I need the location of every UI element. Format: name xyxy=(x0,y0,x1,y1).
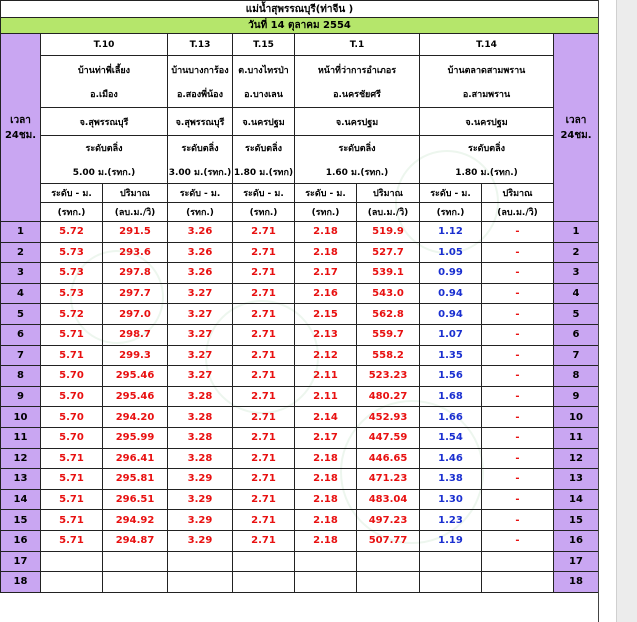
value-cell: 543.0 xyxy=(357,283,420,304)
critical-level: ระดับตลิ่ง 1.80 ม.(รทก) xyxy=(233,136,295,184)
value-cell: 527.7 xyxy=(357,242,420,263)
value-cell: 5.73 xyxy=(41,263,103,284)
hour-cell-right: 6 xyxy=(554,324,599,345)
date-row xyxy=(1,18,599,34)
station-code: T.14 xyxy=(420,34,554,56)
value-cell: 5.71 xyxy=(41,469,103,490)
value-cell: - xyxy=(482,427,554,448)
value-cell: 5.71 xyxy=(41,489,103,510)
column-unit: (ลบ.ม./วิ) xyxy=(357,203,420,222)
column-unit: (ลบ.ม./วิ) xyxy=(482,203,554,222)
value-cell: - xyxy=(482,386,554,407)
hour-cell-right: 3 xyxy=(554,263,599,284)
hour-cell-left: 12 xyxy=(1,448,41,469)
table-row xyxy=(1,345,599,366)
table-row xyxy=(1,366,599,387)
value-cell: 1.30 xyxy=(420,489,482,510)
hour-cell-right: 8 xyxy=(554,366,599,387)
value-cell xyxy=(168,551,233,572)
value-cell: 3.27 xyxy=(168,366,233,387)
value-cell: 5.70 xyxy=(41,407,103,428)
column-label: ปริมาณ xyxy=(357,184,420,203)
table-row xyxy=(1,448,599,469)
value-cell xyxy=(103,572,168,593)
hour-cell-left: 1 xyxy=(1,222,41,243)
hour-cell-right: 18 xyxy=(554,572,599,593)
value-cell: - xyxy=(482,304,554,325)
value-cell: 5.72 xyxy=(41,222,103,243)
value-cell: - xyxy=(482,324,554,345)
value-cell xyxy=(482,572,554,593)
value-cell xyxy=(295,572,357,593)
table-row xyxy=(1,304,599,325)
time-header-left: เวลา 24ชม. xyxy=(1,34,41,222)
station-code: T.1 xyxy=(295,34,420,56)
column-label: ระดับ - ม. xyxy=(168,184,233,203)
value-cell: 296.51 xyxy=(103,489,168,510)
value-cell: 1.07 xyxy=(420,324,482,345)
critical-level-row xyxy=(1,136,599,184)
station-province: จ.นครปฐม xyxy=(420,108,554,136)
hour-cell-right: 9 xyxy=(554,386,599,407)
value-cell: 295.46 xyxy=(103,386,168,407)
value-cell: 483.04 xyxy=(357,489,420,510)
value-cell: 297.0 xyxy=(103,304,168,325)
station-name: หน้าที่ว่าการอำเภอร อ.นครชัยศรี xyxy=(295,56,420,108)
value-cell: - xyxy=(482,407,554,428)
value-cell: 5.71 xyxy=(41,510,103,531)
title-row xyxy=(1,1,599,18)
value-cell: 3.29 xyxy=(168,510,233,531)
value-cell: 3.28 xyxy=(168,427,233,448)
value-cell: 5.73 xyxy=(41,242,103,263)
value-cell: 2.11 xyxy=(295,366,357,387)
value-cell: 2.18 xyxy=(295,222,357,243)
value-cell: 2.71 xyxy=(233,489,295,510)
critical-level: ระดับตลิ่ง 1.80 ม.(รทก.) xyxy=(420,136,554,184)
value-cell: 295.46 xyxy=(103,366,168,387)
critical-level: ระดับตลิ่ง 3.00 ม.(รทก.) xyxy=(168,136,233,184)
hour-cell-left: 7 xyxy=(1,345,41,366)
value-cell: 1.35 xyxy=(420,345,482,366)
table-row xyxy=(1,283,599,304)
hour-cell-right: 13 xyxy=(554,469,599,490)
column-label: ระดับ - ม. xyxy=(420,184,482,203)
value-cell xyxy=(168,572,233,593)
station-name-row xyxy=(1,56,599,108)
value-cell: 291.5 xyxy=(103,222,168,243)
value-cell xyxy=(41,551,103,572)
column-label: ปริมาณ xyxy=(103,184,168,203)
value-cell: 2.71 xyxy=(233,222,295,243)
value-cell: 1.38 xyxy=(420,469,482,490)
value-cell: 2.18 xyxy=(295,242,357,263)
hour-cell-right: 4 xyxy=(554,283,599,304)
value-cell: 2.71 xyxy=(233,324,295,345)
value-cell: 297.8 xyxy=(103,263,168,284)
station-name: บ้านท่าพี่เลี้ยง อ.เมือง xyxy=(41,56,168,108)
value-cell: 299.3 xyxy=(103,345,168,366)
value-cell: - xyxy=(482,489,554,510)
hour-cell-left: 10 xyxy=(1,407,41,428)
value-cell: 559.7 xyxy=(357,324,420,345)
value-cell: 2.18 xyxy=(295,530,357,551)
value-cell xyxy=(103,551,168,572)
station-code: T.13 xyxy=(168,34,233,56)
hour-cell-left: 11 xyxy=(1,427,41,448)
value-cell: 2.71 xyxy=(233,427,295,448)
value-cell: 480.27 xyxy=(357,386,420,407)
value-cell: 3.26 xyxy=(168,222,233,243)
value-cell: 1.19 xyxy=(420,530,482,551)
value-cell xyxy=(41,572,103,593)
value-cell: 1.05 xyxy=(420,242,482,263)
hour-cell-right: 12 xyxy=(554,448,599,469)
table-row xyxy=(1,386,599,407)
hour-cell-left: 8 xyxy=(1,366,41,387)
value-cell: 295.81 xyxy=(103,469,168,490)
hour-cell-left: 9 xyxy=(1,386,41,407)
value-cell: 2.18 xyxy=(295,469,357,490)
value-cell: - xyxy=(482,530,554,551)
hour-cell-left: 2 xyxy=(1,242,41,263)
station-province: จ.สุพรรณบุรี xyxy=(168,108,233,136)
column-label: ปริมาณ xyxy=(482,184,554,203)
value-cell: 2.71 xyxy=(233,345,295,366)
hour-cell-left: 17 xyxy=(1,551,41,572)
hour-cell-right: 14 xyxy=(554,489,599,510)
value-cell: 1.54 xyxy=(420,427,482,448)
value-cell: 5.70 xyxy=(41,366,103,387)
value-cell: 2.18 xyxy=(295,489,357,510)
column-unit: (รทก.) xyxy=(41,203,103,222)
value-cell: 471.23 xyxy=(357,469,420,490)
value-cell: 0.99 xyxy=(420,263,482,284)
value-cell: - xyxy=(482,283,554,304)
value-cell: 294.87 xyxy=(103,530,168,551)
value-cell: 5.71 xyxy=(41,530,103,551)
value-cell: 2.71 xyxy=(233,510,295,531)
date-label: วันที่ 14 ตุลาคม 2554 xyxy=(1,18,599,34)
value-cell xyxy=(357,551,420,572)
value-cell: 298.7 xyxy=(103,324,168,345)
table-row xyxy=(1,530,599,551)
table-row xyxy=(1,222,599,243)
vertical-scrollbar[interactable] xyxy=(616,0,637,622)
value-cell: - xyxy=(482,469,554,490)
value-cell: 507.77 xyxy=(357,530,420,551)
value-cell: 5.73 xyxy=(41,283,103,304)
column-unit: (รทก.) xyxy=(420,203,482,222)
hour-cell-left: 5 xyxy=(1,304,41,325)
hour-cell-left: 16 xyxy=(1,530,41,551)
hour-cell-left: 18 xyxy=(1,572,41,593)
value-cell: 1.23 xyxy=(420,510,482,531)
value-cell: 2.17 xyxy=(295,263,357,284)
value-cell: 3.29 xyxy=(168,489,233,510)
table-row xyxy=(1,427,599,448)
value-cell: - xyxy=(482,510,554,531)
table-row xyxy=(1,551,599,572)
value-cell xyxy=(233,572,295,593)
column-unit-row xyxy=(1,203,599,222)
value-cell: 2.71 xyxy=(233,263,295,284)
value-cell: - xyxy=(482,242,554,263)
value-cell: 2.71 xyxy=(233,469,295,490)
value-cell: 3.27 xyxy=(168,345,233,366)
value-cell: 3.26 xyxy=(168,242,233,263)
value-cell: 2.12 xyxy=(295,345,357,366)
column-label: ระดับ - ม. xyxy=(233,184,295,203)
value-cell: 293.6 xyxy=(103,242,168,263)
value-cell: 2.71 xyxy=(233,242,295,263)
value-cell: 519.9 xyxy=(357,222,420,243)
value-cell: 452.93 xyxy=(357,407,420,428)
value-cell: 3.27 xyxy=(168,324,233,345)
value-cell: 2.11 xyxy=(295,386,357,407)
column-label: ระดับ - ม. xyxy=(295,184,357,203)
value-cell: 2.71 xyxy=(233,448,295,469)
value-cell: - xyxy=(482,263,554,284)
value-cell: 447.59 xyxy=(357,427,420,448)
station-name: บ้านตลาดสามพราน อ.สามพราน xyxy=(420,56,554,108)
hour-cell-right: 17 xyxy=(554,551,599,572)
hour-cell-left: 15 xyxy=(1,510,41,531)
value-cell: 562.8 xyxy=(357,304,420,325)
value-cell: 5.72 xyxy=(41,304,103,325)
value-cell: 0.94 xyxy=(420,283,482,304)
table-row xyxy=(1,489,599,510)
value-cell: - xyxy=(482,345,554,366)
critical-level: ระดับตลิ่ง 1.60 ม.(รทก.) xyxy=(295,136,420,184)
value-cell: 5.71 xyxy=(41,324,103,345)
value-cell: - xyxy=(482,448,554,469)
value-cell xyxy=(233,551,295,572)
table-row xyxy=(1,572,599,593)
data-body xyxy=(1,222,599,593)
value-cell: 1.66 xyxy=(420,407,482,428)
value-cell: 3.29 xyxy=(168,469,233,490)
value-cell: 297.7 xyxy=(103,283,168,304)
hour-cell-right: 1 xyxy=(554,222,599,243)
page-border xyxy=(598,0,599,622)
value-cell: 296.41 xyxy=(103,448,168,469)
station-province: จ.สุพรรณบุรี xyxy=(41,108,168,136)
value-cell xyxy=(420,572,482,593)
table-row xyxy=(1,324,599,345)
value-cell: 523.23 xyxy=(357,366,420,387)
value-cell: 5.71 xyxy=(41,345,103,366)
value-cell: 2.71 xyxy=(233,304,295,325)
table-row xyxy=(1,407,599,428)
hour-cell-left: 4 xyxy=(1,283,41,304)
table-row xyxy=(1,510,599,531)
value-cell: 294.20 xyxy=(103,407,168,428)
column-unit: (รทก.) xyxy=(168,203,233,222)
value-cell: 2.71 xyxy=(233,366,295,387)
value-cell: 1.12 xyxy=(420,222,482,243)
station-code: T.15 xyxy=(233,34,295,56)
value-cell: - xyxy=(482,366,554,387)
value-cell: 2.16 xyxy=(295,283,357,304)
station-province: จ.นครปฐม xyxy=(295,108,420,136)
value-cell: 1.46 xyxy=(420,448,482,469)
value-cell: - xyxy=(482,222,554,243)
value-cell: 3.27 xyxy=(168,304,233,325)
value-cell: 2.71 xyxy=(233,530,295,551)
station-name: บ้านบางการ้อง อ.สองพี่น้อง xyxy=(168,56,233,108)
critical-level: ระดับตลิ่ง 5.00 ม.(รทก.) xyxy=(41,136,168,184)
hour-cell-left: 14 xyxy=(1,489,41,510)
value-cell: 2.17 xyxy=(295,427,357,448)
column-label: ระดับ - ม. xyxy=(41,184,103,203)
value-cell: 2.71 xyxy=(233,407,295,428)
station-code-row xyxy=(1,34,599,56)
value-cell: 3.28 xyxy=(168,448,233,469)
hour-cell-left: 13 xyxy=(1,469,41,490)
value-cell: 5.70 xyxy=(41,427,103,448)
value-cell: 294.92 xyxy=(103,510,168,531)
value-cell: 3.27 xyxy=(168,283,233,304)
hour-cell-right: 11 xyxy=(554,427,599,448)
value-cell: 3.29 xyxy=(168,530,233,551)
hour-cell-right: 16 xyxy=(554,530,599,551)
value-cell: 3.26 xyxy=(168,263,233,284)
value-cell: 1.56 xyxy=(420,366,482,387)
station-code: T.10 xyxy=(41,34,168,56)
value-cell: 446.65 xyxy=(357,448,420,469)
hour-cell-right: 15 xyxy=(554,510,599,531)
value-cell: 558.2 xyxy=(357,345,420,366)
value-cell: 5.70 xyxy=(41,386,103,407)
hour-cell-right: 2 xyxy=(554,242,599,263)
hour-cell-right: 10 xyxy=(554,407,599,428)
column-label-row xyxy=(1,184,599,203)
province-row xyxy=(1,108,599,136)
time-header-right: เวลา 24ชม. xyxy=(554,34,599,222)
value-cell xyxy=(295,551,357,572)
table-row xyxy=(1,242,599,263)
page-title: แม่น้ำสุพรรณบุรี(ท่าจีน ) xyxy=(1,1,599,18)
table-row xyxy=(1,469,599,490)
hour-cell-right: 5 xyxy=(554,304,599,325)
value-cell: 2.15 xyxy=(295,304,357,325)
hour-cell-left: 6 xyxy=(1,324,41,345)
hour-cell-left: 3 xyxy=(1,263,41,284)
table-row xyxy=(1,263,599,284)
value-cell: 2.71 xyxy=(233,386,295,407)
station-province: จ.นครปฐม xyxy=(233,108,295,136)
value-cell: 2.13 xyxy=(295,324,357,345)
column-unit: (รทก.) xyxy=(233,203,295,222)
value-cell: 295.99 xyxy=(103,427,168,448)
value-cell: 2.71 xyxy=(233,283,295,304)
value-cell: 5.71 xyxy=(41,448,103,469)
station-name: ต.บางไทรป่า อ.บางเลน xyxy=(233,56,295,108)
value-cell xyxy=(420,551,482,572)
value-cell: 3.28 xyxy=(168,407,233,428)
hour-cell-right: 7 xyxy=(554,345,599,366)
column-unit: (ลบ.ม./วิ) xyxy=(103,203,168,222)
value-cell: 539.1 xyxy=(357,263,420,284)
value-cell: 497.23 xyxy=(357,510,420,531)
value-cell xyxy=(357,572,420,593)
value-cell: 0.94 xyxy=(420,304,482,325)
value-cell: 2.14 xyxy=(295,407,357,428)
value-cell: 2.18 xyxy=(295,448,357,469)
value-cell xyxy=(482,551,554,572)
value-cell: 3.28 xyxy=(168,386,233,407)
value-cell: 1.68 xyxy=(420,386,482,407)
value-cell: 2.18 xyxy=(295,510,357,531)
column-unit: (รทก.) xyxy=(295,203,357,222)
